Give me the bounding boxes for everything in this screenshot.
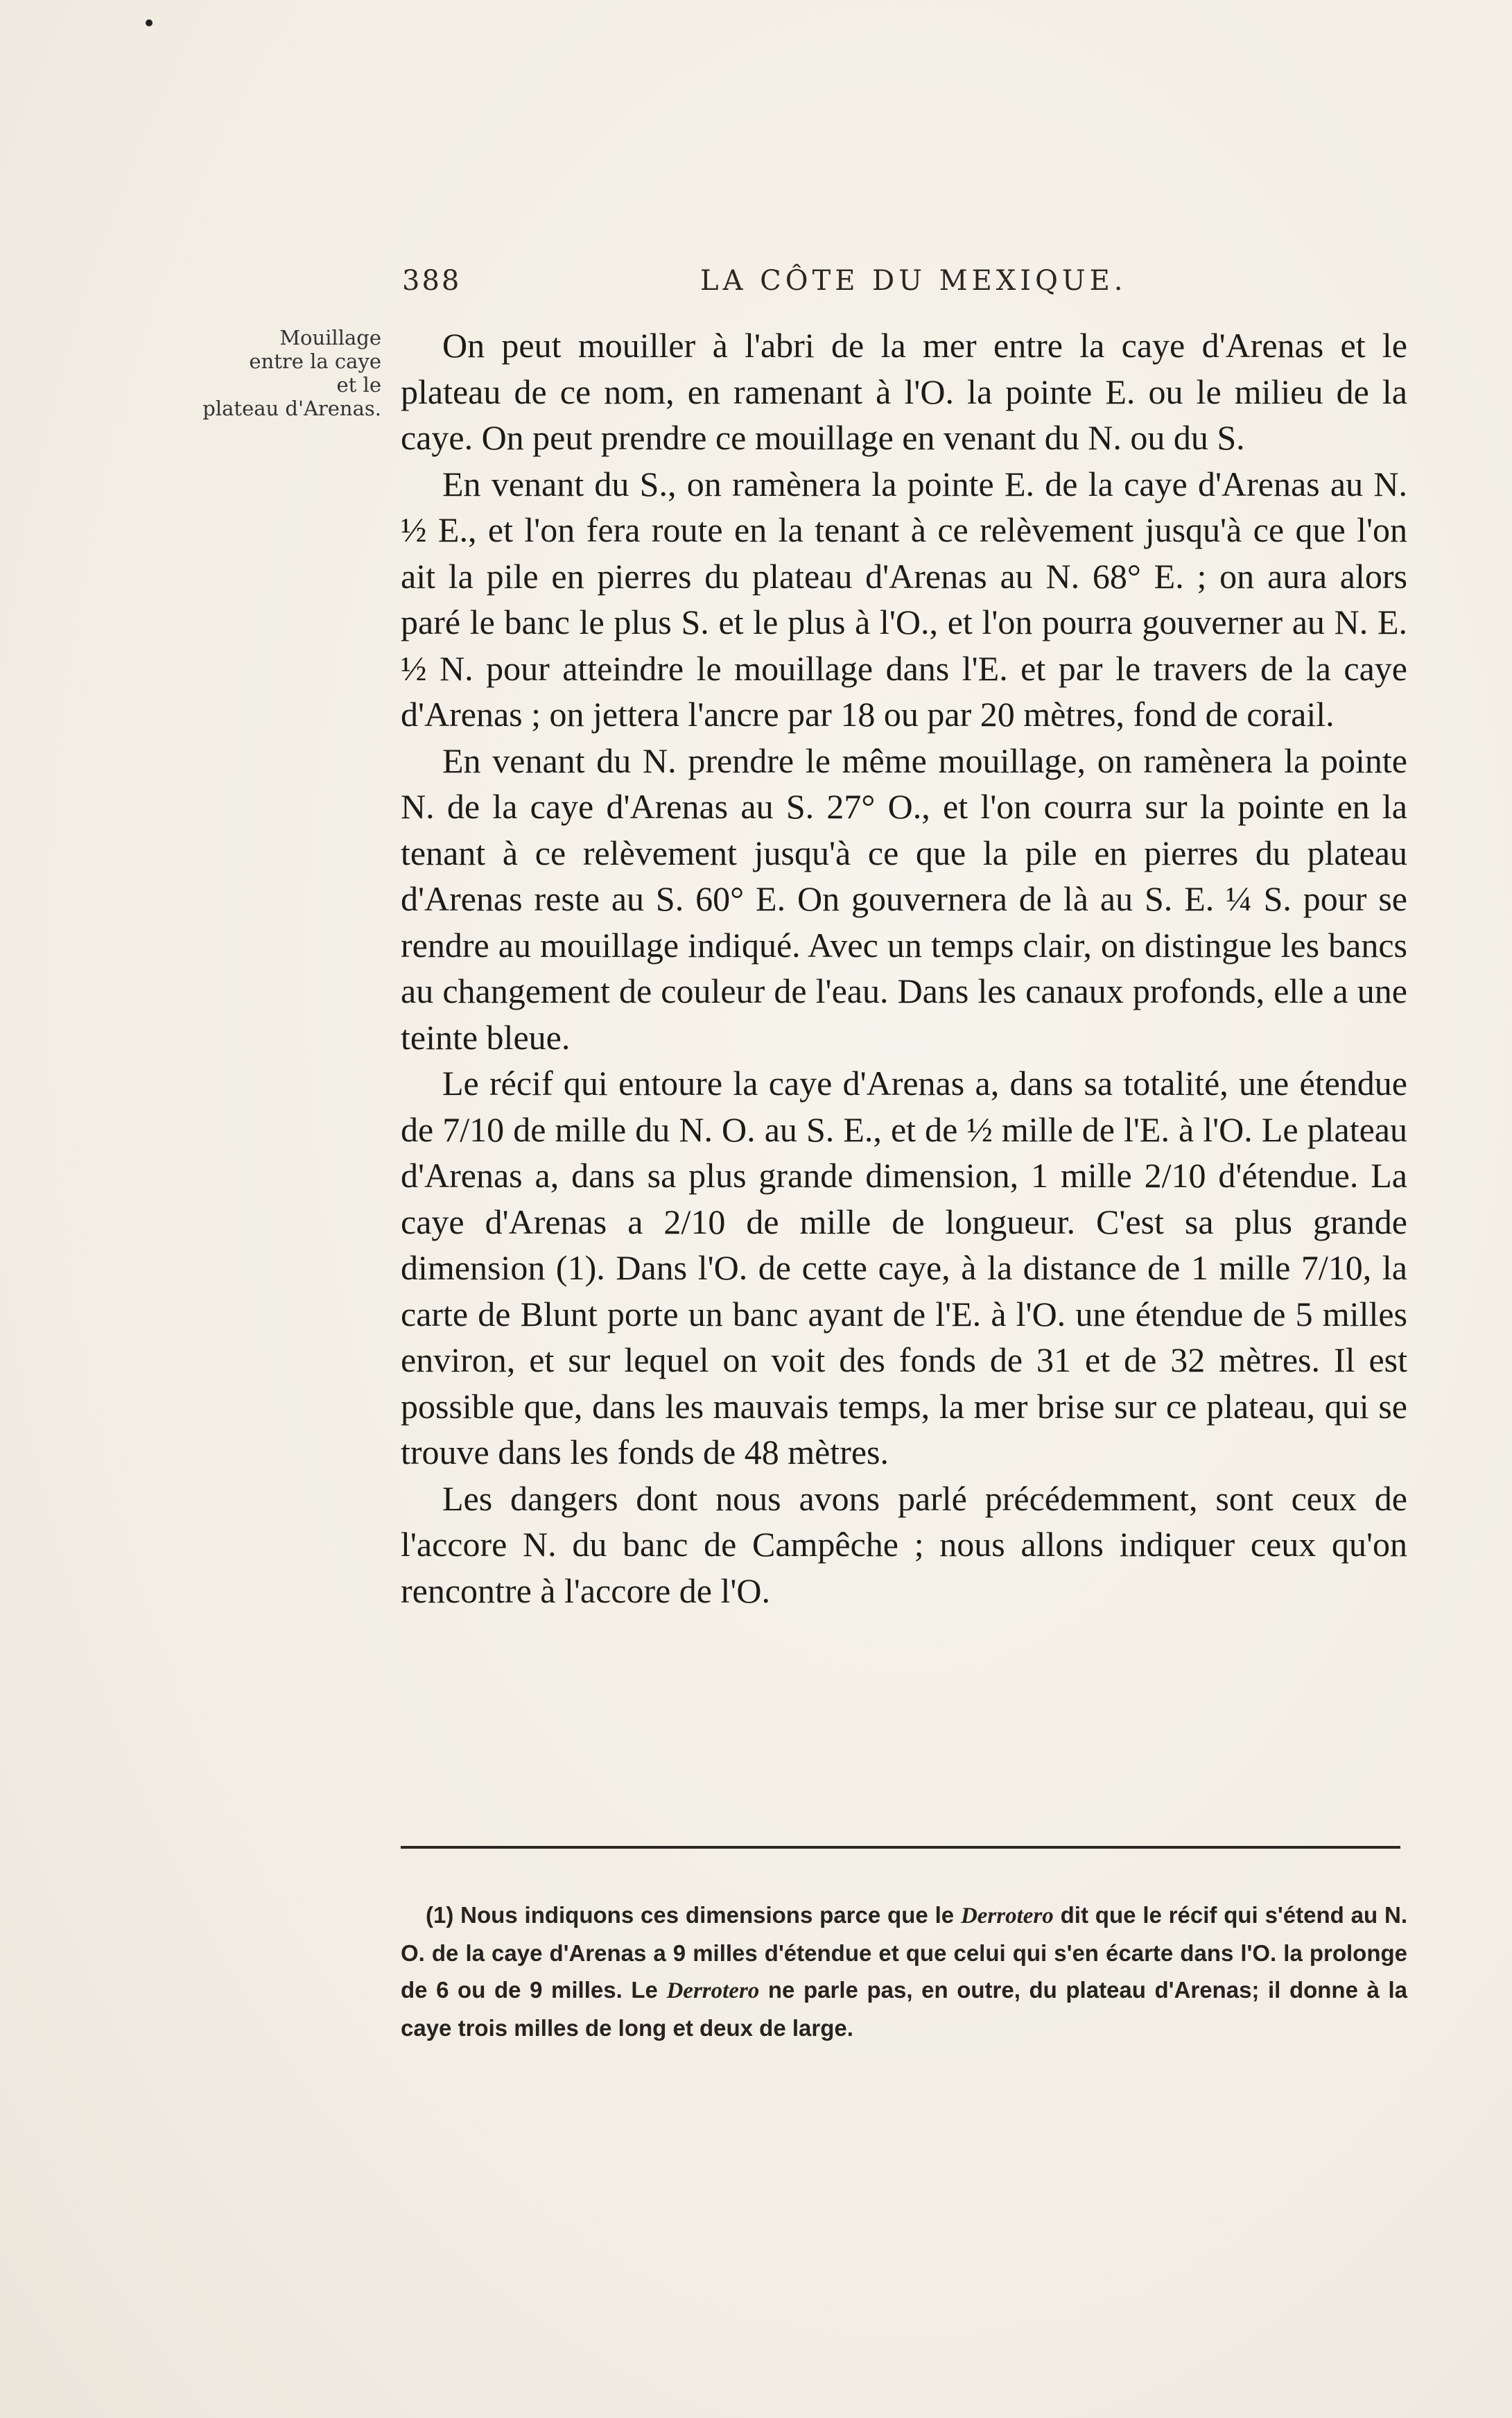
margin-note-line: et le [336, 373, 381, 397]
footnote-part: ne parle pas, en outre, du plateau d'Arenas; il donne à la caye trois milles de long et deux de large. [401, 1977, 1407, 2041]
margin-note-line: Mouillage [279, 326, 381, 349]
footnote-italic-title: Derrotero [960, 1903, 1054, 1928]
paragraph: En venant du N. prendre le même mouillage, on ramènera la pointe N. de la caye d'Arenas au S. 27° O., et l'on courra sur la pointe en la tenant à ce relèvement jusqu'à ce que la pile en pierres du plateau d'Arenas reste au S. 60° E. On gouvernera de là au S. E. ¼ S. pour se rendre au mouillage indiqué. Avec un temps clair, on distingue les bancs au changement de couleur de l'eau. Dans les canaux profonds, elle a une teinte bleue. [401, 741, 1407, 1057]
paragraph: Le récif qui entoure la caye d'Arenas a, dans sa totalité, une étendue de 7/10 de mille du N. O. au S. E., et de ½ mille de l'E. à l'O. Le plateau d'Arenas a, dans sa plus grande dimension, 1 mille 2/10 d'étendue. La caye d'Arenas a 2/10 de mille de longueur. C'est sa plus grande dimension (1). Dans l'O. de cette caye, à la distance de 1 mille 7/10, la carte de Blunt porte un banc ayant de l'E. à l'O. une étendue de 5 milles environ, et sur lequel on voit des fonds de 31 et de 32 mètres. Il est possible que, dans les mauvais temps, la mer brise sur ce plateau, qui se trouve dans les fonds de 48 mètres. [401, 1064, 1407, 1471]
footnote-part: dit que le récif qui s'étend au N. O. de la caye d'Arenas a 9 milles d'étendue et que celui qui s'en écarte dans l'O. la prolonge de 6 ou de 9 milles. Le [401, 1902, 1407, 2003]
footnote-text [401, 1897, 1407, 2046]
running-title: LA CÔTE DU MEXIQUE. [700, 265, 1127, 297]
paragraph: Les dangers dont nous avons parlé précédemment, sont ceux de l'accore N. du banc de Campêche ; nous allons indiquer ceux qu'on rencontre à l'accore de l'O. [401, 1478, 1407, 1610]
footnote [401, 1897, 1407, 2046]
paragraph: En venant du S., on ramènera la pointe E. de la caye d'Arenas au N. ½ E., et l'on fera route en la tenant à ce relèvement jusqu'à ce que l'on ait la pile en pierres du plateau d'Arenas au N. 68° E. ; on aura alors paré le banc le plus S. et le plus à l'O., et l'on pourra gouverner au N. E. ½ N. pour atteindre le mouillage dans l'E. et par le travers de la caye d'Arenas ; on jettera l'ancre par 18 ou par 20 mètres, fond de corail. [401, 464, 1407, 734]
footnote-italic-title: Derrotero [666, 1978, 760, 2003]
body-text [401, 322, 1407, 1614]
page-header [402, 257, 1407, 305]
page-number: 388 [402, 265, 462, 297]
paragraph: On peut mouiller à l'abri de la mer entre la caye d'Arenas et le plateau de ce nom, en ramenant à l'O. la pointe E. ou le milieu de la caye. On peut prendre ce mouillage en venant du N. ou du S. [401, 326, 1407, 457]
footnote-divider [401, 1846, 1400, 1849]
ink-dot-mark [146, 19, 153, 26]
footnote-part: (1) Nous indiquons ces dimensions parce que le [426, 1902, 961, 1928]
margin-note-line: plateau d'Arenas. [202, 397, 381, 420]
margin-note-line: entre la caye [249, 349, 381, 373]
margin-note [173, 326, 381, 420]
